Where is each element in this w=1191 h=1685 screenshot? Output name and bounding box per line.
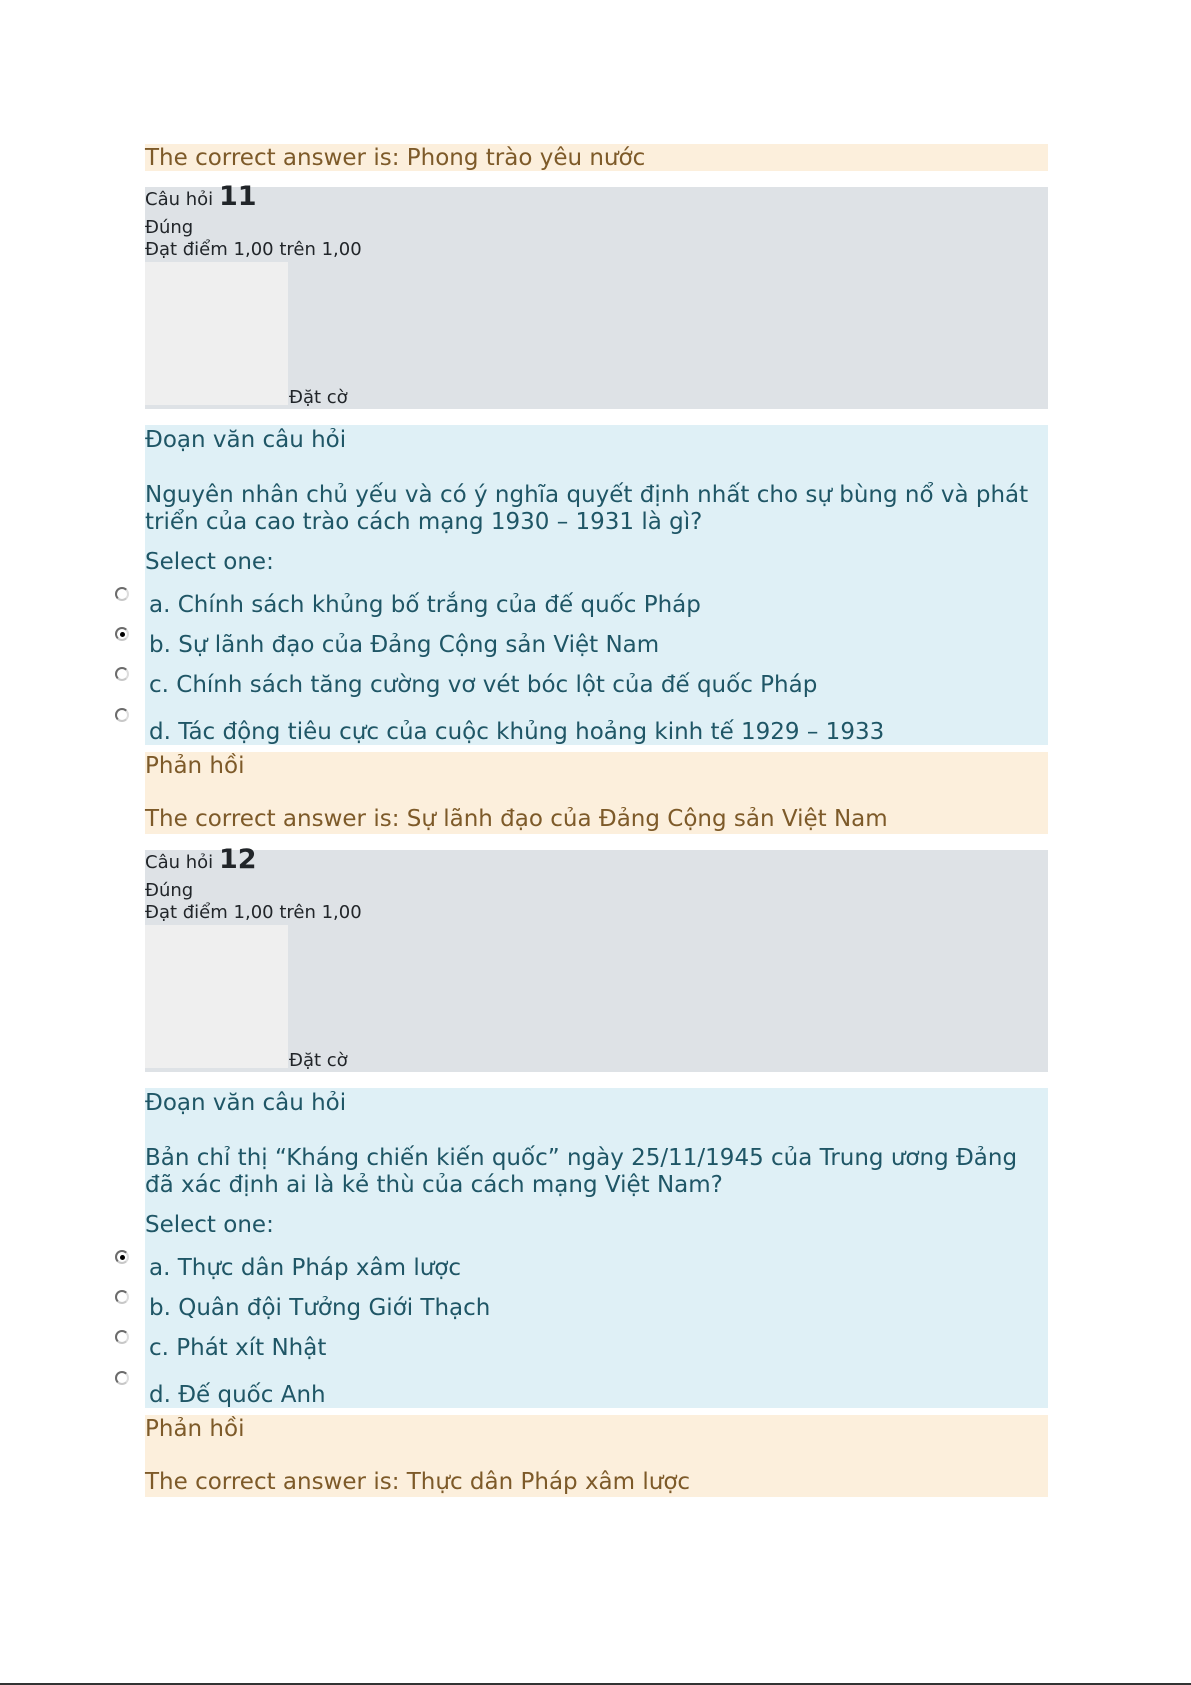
- radio-container: [105, 1323, 145, 1361]
- question-grade: Đạt điểm 1,00 trên 1,00: [145, 902, 362, 923]
- question-label: Câu hỏi: [145, 852, 214, 873]
- question-info-11: [145, 181, 1048, 409]
- select-one-prompt: Select one:: [145, 1212, 274, 1238]
- question-formulation-11: [145, 425, 1048, 745]
- answer-option-a[interactable]: [105, 580, 1005, 616]
- question-label: Câu hỏi: [145, 189, 214, 210]
- radio-container: [105, 580, 145, 618]
- feedback-text: The correct answer is: Thực dân Pháp xâm lược: [145, 1469, 691, 1495]
- answer-option-c[interactable]: [105, 660, 1005, 696]
- question-feedback-12: [145, 1415, 1048, 1497]
- answer-option-d[interactable]: [105, 701, 1005, 745]
- radio-container: [105, 701, 145, 745]
- answer-label[interactable]: a. Chính sách khủng bố trắng của đế quốc Pháp: [149, 592, 701, 618]
- radio-button[interactable]: [115, 587, 129, 601]
- answer-label[interactable]: d. Đế quốc Anh: [149, 1382, 326, 1408]
- flag-icon[interactable]: [145, 925, 288, 1068]
- radio-container: [105, 1243, 145, 1281]
- previous-feedback-text: The correct answer is: Phong trào yêu nước: [145, 145, 646, 171]
- answer-option-b[interactable]: [105, 620, 1005, 656]
- radio-button[interactable]: [115, 1290, 129, 1304]
- answer-option-b[interactable]: [105, 1283, 1005, 1319]
- radio-container: [105, 1364, 145, 1408]
- flag-icon[interactable]: [145, 262, 288, 405]
- flag-question-link[interactable]: Đặt cờ: [289, 387, 348, 408]
- feedback-text: The correct answer is: Sự lãnh đạo của Đảng Cộng sản Việt Nam: [145, 806, 888, 832]
- question-text: Nguyên nhân chủ yếu và có ý nghĩa quyết định nhất cho sự bùng nổ và phát triển của cao trào cách mạng 1930 – 1931 là gì?: [145, 482, 1029, 535]
- radio-container: [105, 1283, 145, 1321]
- answer-label[interactable]: b. Sự lãnh đạo của Đảng Cộng sản Việt Nam: [149, 632, 660, 658]
- select-one-prompt: Select one:: [145, 549, 274, 575]
- radio-button[interactable]: [115, 1371, 129, 1385]
- question-status: Đúng: [145, 217, 194, 238]
- previous-feedback: [145, 144, 1048, 171]
- feedback-heading: Phản hồi: [145, 753, 245, 779]
- flag-question-link[interactable]: Đặt cờ: [289, 1050, 348, 1071]
- feedback-heading: Phản hồi: [145, 1416, 245, 1442]
- question-grade: Đạt điểm 1,00 trên 1,00: [145, 239, 362, 260]
- answer-label[interactable]: c. Chính sách tăng cường vơ vét bóc lột của đế quốc Pháp: [149, 672, 818, 698]
- question-info-12: [145, 844, 1048, 1072]
- radio-button[interactable]: [115, 667, 129, 681]
- question-number: 12: [219, 844, 257, 875]
- answer-option-d[interactable]: [105, 1364, 1005, 1408]
- question-number: 11: [219, 181, 257, 212]
- answer-option-a[interactable]: [105, 1243, 1005, 1279]
- answer-label[interactable]: a. Thực dân Pháp xâm lược: [149, 1255, 462, 1281]
- question-text: Bản chỉ thị “Kháng chiến kiến quốc” ngày 25/11/1945 của Trung ương Đảng đã xác định ai là kẻ thù của cách mạng Việt Nam?: [145, 1145, 1018, 1198]
- radio-button[interactable]: [115, 708, 129, 722]
- answer-label[interactable]: d. Tác động tiêu cực của cuộc khủng hoảng kinh tế 1929 – 1933: [149, 719, 885, 745]
- radio-button[interactable]: [115, 1330, 129, 1344]
- radio-button-selected[interactable]: [115, 1250, 129, 1264]
- radio-button-selected[interactable]: [115, 627, 129, 641]
- question-text-heading: Đoạn văn câu hỏi: [145, 1090, 347, 1116]
- answer-option-c[interactable]: [105, 1323, 1005, 1359]
- question-status: Đúng: [145, 880, 194, 901]
- radio-container: [105, 660, 145, 698]
- question-text-heading: Đoạn văn câu hỏi: [145, 427, 347, 453]
- question-formulation-12: [145, 1088, 1048, 1408]
- answer-label[interactable]: b. Quân đội Tưởng Giới Thạch: [149, 1295, 491, 1321]
- answer-label[interactable]: c. Phát xít Nhật: [149, 1335, 327, 1361]
- question-feedback-11: [145, 752, 1048, 834]
- radio-container: [105, 620, 145, 658]
